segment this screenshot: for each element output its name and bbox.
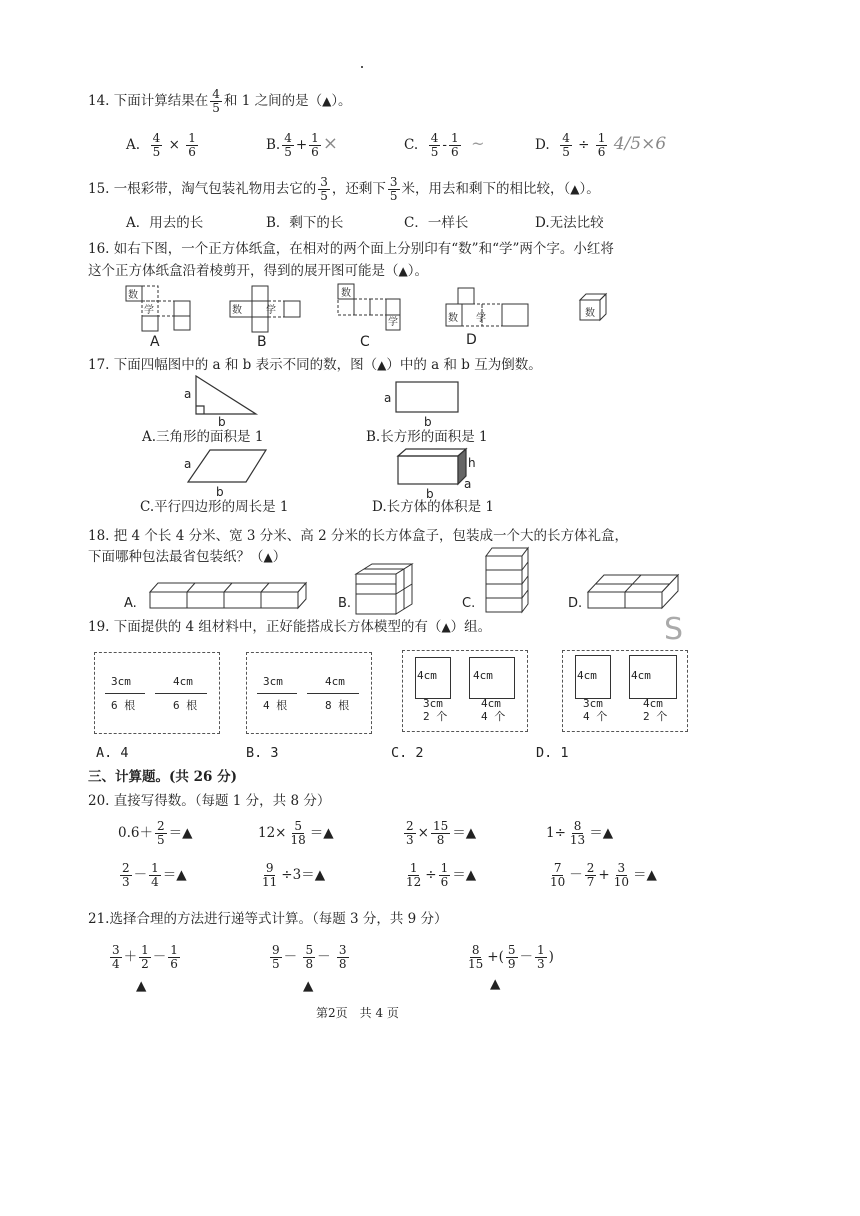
q19-stem: 19. 下面提供的 4 组材料中，正好能搭成长方体模型的有（▲）组。 [88, 619, 492, 635]
set4-count-2: 2 个 [643, 710, 668, 723]
q21-item-2: $\frac{9}{5}$ － $\frac{5}{8}$ － $\frac{3}{8}$ [272, 943, 347, 971]
page-footer: 第2页 共 4 页 [316, 1006, 399, 1020]
q20-item-7: $\frac{1}{12}$ ÷ $\frac{1}{6}$ ＝▲ [406, 861, 477, 889]
q15-option-c: C．一样长 [404, 215, 469, 231]
cuboid-shape [398, 449, 466, 484]
tri-var-b: b [218, 415, 226, 429]
material-set-2 [246, 652, 372, 734]
net-c-label: C [360, 334, 370, 350]
q15-option-d: D.无法比较 [535, 215, 604, 231]
material-set-3 [402, 650, 528, 732]
q19-option-c: C. 2 [391, 745, 424, 761]
cuboid-var-h: h [468, 456, 476, 470]
net-a-face-xue: 学 [144, 305, 154, 316]
set1-count-2: 6 根 [173, 699, 198, 712]
q18-figures [120, 544, 690, 618]
set4-base-2: 4cm [643, 697, 663, 710]
rect-var-a: a [384, 391, 392, 405]
rectangle-shape [396, 382, 458, 412]
q20-item-2: 12× $\frac{5}{18}$ ＝▲ [258, 819, 334, 847]
q19-option-d: D. 1 [536, 745, 569, 761]
handwritten-mark: S [664, 612, 684, 647]
set3-base-2: 4cm [481, 697, 501, 710]
set3-side-2: 4cm [473, 669, 493, 682]
q21-item-1: $\frac{3}{4}$ ＋ $\frac{1}{2}$ － $\frac{1}{6}$ [112, 943, 178, 971]
set3-count-1: 2 个 [423, 710, 448, 723]
q15-option-b: B．剩下的长 [266, 215, 344, 231]
q14-option-d: D. $\frac{4}{5}$ ÷ $\frac{1}{6}$ 4/5×6 [535, 131, 667, 159]
q17-caption-b: B.长方形的面积是 1 [366, 429, 488, 445]
q17-stem: 17. 下面四幅图中的 a 和 b 表示不同的数，图（▲）中的 a 和 b 互为倒数。 [88, 357, 542, 373]
set4-side-2: 4cm [631, 669, 651, 682]
net-d-face-shu: 数 [448, 313, 458, 324]
q20-item-4: 1÷ $\frac{8}{13}$ ＝▲ [546, 819, 614, 847]
pack-b-label: B. [338, 596, 352, 611]
q16-nets-figure [120, 282, 620, 350]
net-d [446, 288, 528, 326]
q20-stem: 20. 直接写得数。（每题 1 分，共 8 分） [88, 793, 331, 809]
handwritten-mark: 4/5×6 [613, 134, 667, 154]
q16-line1: 16. 如右下图，一个正方体纸盒，在相对的两个面上分别印有“数”和“学”两个字。小红将 [88, 241, 614, 257]
cuboid-var-b: b [426, 487, 434, 501]
pack-a [150, 583, 306, 608]
q20-item-3: $\frac{2}{3}$ × $\frac{15}{8}$ ＝▲ [406, 819, 477, 847]
set3-side-1: 4cm [417, 669, 437, 682]
pack-a-label: A. [124, 596, 137, 611]
q14-option-a: A. $\frac{4}{5}$ × $\frac{1}{6}$ [126, 131, 196, 159]
q18-line1: 18. 把 4 个长 4 分米、宽 3 分米、高 2 分米的长方体盒子，包装成一个大的长方体礼盒， [88, 528, 628, 544]
q19-option-a: A. 4 [96, 745, 129, 761]
set4-base-1: 3cm [583, 697, 603, 710]
q14-option-b: B. $\frac{4}{5}$ + $\frac{1}{6}$ × [266, 131, 338, 159]
q21-answer-1: ▲ [136, 978, 147, 994]
handwritten-mark: ~ [471, 134, 485, 153]
net-a-label: A [150, 334, 160, 350]
set2-count-2: 8 根 [325, 699, 350, 712]
set4-count-1: 4 个 [583, 710, 608, 723]
net-c-face-shu: 数 [341, 288, 351, 299]
pack-b [356, 564, 412, 614]
q19-option-b: B. 3 [246, 745, 279, 761]
net-c-face-xue: 学 [388, 317, 398, 328]
q14-stem: 14. 下面计算结果在 $\frac{4}{5}$ 和 1 之间的是（▲）。 [88, 87, 352, 115]
set4-side-1: 4cm [577, 669, 597, 682]
set1-count-1: 6 根 [111, 699, 136, 712]
cube-face-shu: 数 [585, 308, 595, 319]
net-b-face-shu: 数 [232, 305, 242, 316]
net-b-face-xue: 学 [266, 305, 276, 316]
set2-length-1: 3cm [263, 675, 283, 688]
q17-caption-c: C.平行四边形的周长是 1 [140, 499, 289, 515]
q20-item-5: $\frac{2}{3}$ － $\frac{1}{4}$ ＝▲ [122, 861, 187, 889]
pack-d-label: D. [568, 596, 583, 611]
material-set-4 [562, 650, 688, 732]
set1-length-2: 4cm [173, 675, 193, 688]
set1-length-1: 3cm [111, 675, 131, 688]
section-heading: 三、计算题。(共 26 分) [88, 769, 237, 785]
net-d-label: D [466, 332, 477, 348]
pack-d [588, 575, 678, 608]
rect-var-b: b [424, 415, 432, 429]
net-d-face-xue: 学 [476, 313, 486, 324]
net-a-face-shu: 数 [128, 290, 138, 301]
set3-base-1: 3cm [423, 697, 443, 710]
set2-count-1: 4 根 [263, 699, 288, 712]
q20-item-6: $\frac{9}{11}$ ÷3＝▲ [262, 861, 326, 889]
parallelogram-shape [188, 450, 266, 482]
pack-c [486, 548, 528, 612]
triangle-shape [196, 376, 256, 414]
tri-var-a: a [184, 387, 192, 401]
q15-option-a: A．用去的长 [126, 215, 204, 231]
q18-line2: 下面哪种包法最省包装纸？（▲） [88, 549, 287, 565]
para-var-b: b [216, 485, 224, 499]
speck [361, 66, 363, 68]
pack-c-label: C. [462, 596, 476, 611]
q20-item-1: 0.6＋ $\frac{2}{5}$ ＝▲ [118, 819, 193, 847]
material-set-1 [94, 652, 220, 734]
para-var-a: a [184, 457, 192, 471]
handwritten-mark: × [322, 133, 338, 154]
q21-stem: 21.选择合理的方法进行递等式计算。（每题 3 分，共 9 分） [88, 911, 448, 927]
q21-answer-2: ▲ [303, 978, 314, 994]
set2-length-2: 4cm [325, 675, 345, 688]
q21-answer-3: ▲ [490, 976, 501, 992]
q16-line2: 这个正方体纸盒沿着棱剪开，得到的展开图可能是（▲）。 [88, 263, 428, 279]
net-b-label: B [257, 334, 267, 350]
q21-item-3: $\frac{8}{15}$ +( $\frac{5}{9}$ － $\frac{1}{3}$ ) [468, 943, 554, 971]
q17-caption-d: D.长方体的体积是 1 [372, 499, 495, 515]
q17-caption-a: A.三角形的面积是 1 [142, 429, 264, 445]
set3-count-2: 4 个 [481, 710, 506, 723]
q20-item-8: $\frac{7}{10}$ － $\frac{2}{7}$ + $\frac{3}{10}$ ＝▲ [550, 861, 657, 889]
q14-option-c: C. $\frac{4}{5}$ - $\frac{1}{6}$ ~ [404, 131, 485, 159]
cuboid-var-a: a [464, 477, 472, 491]
q15-stem: 15. 一根彩带，淘气包装礼物用去它的 $\frac{3}{5}$ ，还剩下 $\frac{3}{5}$ 米，用去和剩下的相比较，（▲）。 [88, 175, 600, 203]
